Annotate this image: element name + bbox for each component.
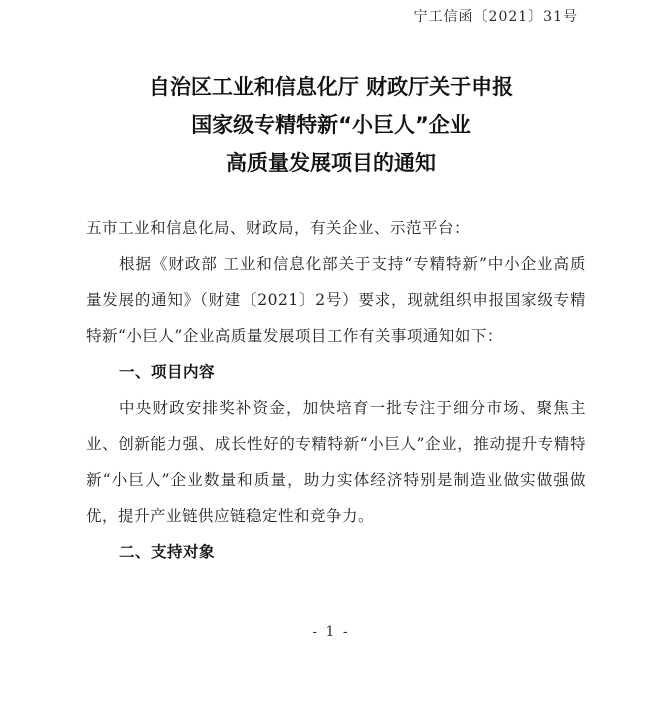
title-line-3: 高质量发展项目的通知 [226,151,436,175]
document-title [0,68,662,182]
title-line-1: 自治区工业和信息化厅 财政厅关于申报 [148,75,514,99]
section-1-paragraph: 中央财政安排奖补资金，加快培育一批专注于细分市场、聚焦主业、创新能力强、成长性好的专精特新“小巨人”企业，推动提升专精特新“小巨人”企业数量和质量，助力实体经济特别是制造业做实做强做优，提升产业链供应链稳定性和竞争力。 [86,399,586,525]
document-number: 宁工信函〔2021〕31号 [413,9,578,25]
title-line-2: 国家级专精特新“小巨人”企业 [191,113,471,137]
salutation: 五市工业和信息化局、财政局，有关企业、示范平台： [86,219,471,237]
document-body [86,210,586,570]
page-number: - 1 - [312,624,350,640]
intro-paragraph: 根据《财政部 工业和信息化部关于支持“专精特新”中小企业高质量发展的通知》（财建〔2021〕2号）要求，现就组织申报国家级专精特新“小巨人”企业高质量发展项目工作有关事项通知如下： [86,255,586,345]
section-1-heading: 一、项目内容 [119,363,216,381]
section-2-heading: 二、支持对象 [119,543,216,561]
